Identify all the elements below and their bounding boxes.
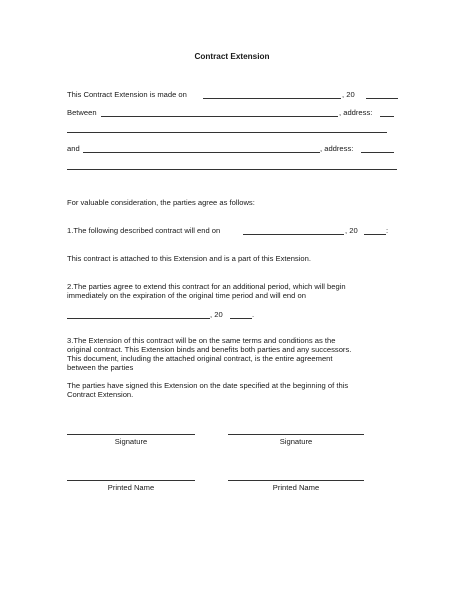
signed-line1: The parties have signed this Extension on the date specified at the beginning of this [67, 381, 349, 390]
clause3-line4: between the parties [67, 363, 134, 372]
signature-caption-right: Signature [279, 437, 313, 446]
printed-name-caption-left: Printed Name [107, 483, 155, 492]
between-label: Between [67, 108, 97, 117]
made-on-date-blank[interactable] [203, 98, 341, 99]
signature-line-right[interactable] [228, 434, 364, 435]
clause1-end-mark: : [386, 226, 389, 235]
and-party-blank[interactable] [83, 152, 320, 153]
clause1-text: 1.The following described contract will end on [67, 226, 221, 235]
signature-caption-left: Signature [114, 437, 148, 446]
clause1-year-blank[interactable] [364, 234, 386, 235]
printed-name-line-left[interactable] [67, 480, 195, 481]
between-address-label: , address: [339, 108, 373, 117]
between-party-blank[interactable] [101, 116, 338, 117]
clause2-year-blank[interactable] [230, 318, 252, 319]
signed-line2: Contract Extension. [67, 390, 134, 399]
printed-name-caption-right: Printed Name [272, 483, 320, 492]
clause2-year-text: , 20 [210, 310, 223, 319]
clause2-line1: 2.The parties agree to extend this contract for an additional period, which will begin [67, 282, 346, 291]
consideration-text: For valuable consideration, the parties agree as follows: [67, 198, 255, 207]
clause3-line1: 3.The Extension of this contract will be on the same terms and conditions as the [67, 336, 336, 345]
clause1-year-text: , 20 [345, 226, 358, 235]
between-address-blank[interactable] [380, 116, 394, 117]
clause2-date-blank[interactable] [67, 318, 210, 319]
and-address-blank[interactable] [361, 152, 394, 153]
document-title: Contract Extension [194, 52, 270, 61]
printed-name-line-right[interactable] [228, 480, 364, 481]
clause3-line3: This document, including the attached original contract, is the entire agreement [67, 354, 333, 363]
made-on-year-blank[interactable] [366, 98, 398, 99]
signature-line-left[interactable] [67, 434, 195, 435]
clause2-end-mark: . [252, 310, 255, 319]
and-label: and [67, 144, 80, 153]
between-address-continuation-blank[interactable] [67, 132, 387, 133]
made-on-year-text: , 20 [342, 90, 355, 99]
clause1-date-blank[interactable] [243, 234, 344, 235]
made-on-text: This Contract Extension is made on [67, 90, 187, 99]
clause3-line2: original contract. This Extension binds and benefits both parties and any successors. [67, 345, 352, 354]
attached-text: This contract is attached to this Extension and is a part of this Extension. [67, 254, 311, 263]
and-address-continuation-blank[interactable] [67, 169, 397, 170]
and-address-label: , address: [320, 144, 354, 153]
clause2-line2: immediately on the expiration of the original time period and will end on [67, 291, 306, 300]
